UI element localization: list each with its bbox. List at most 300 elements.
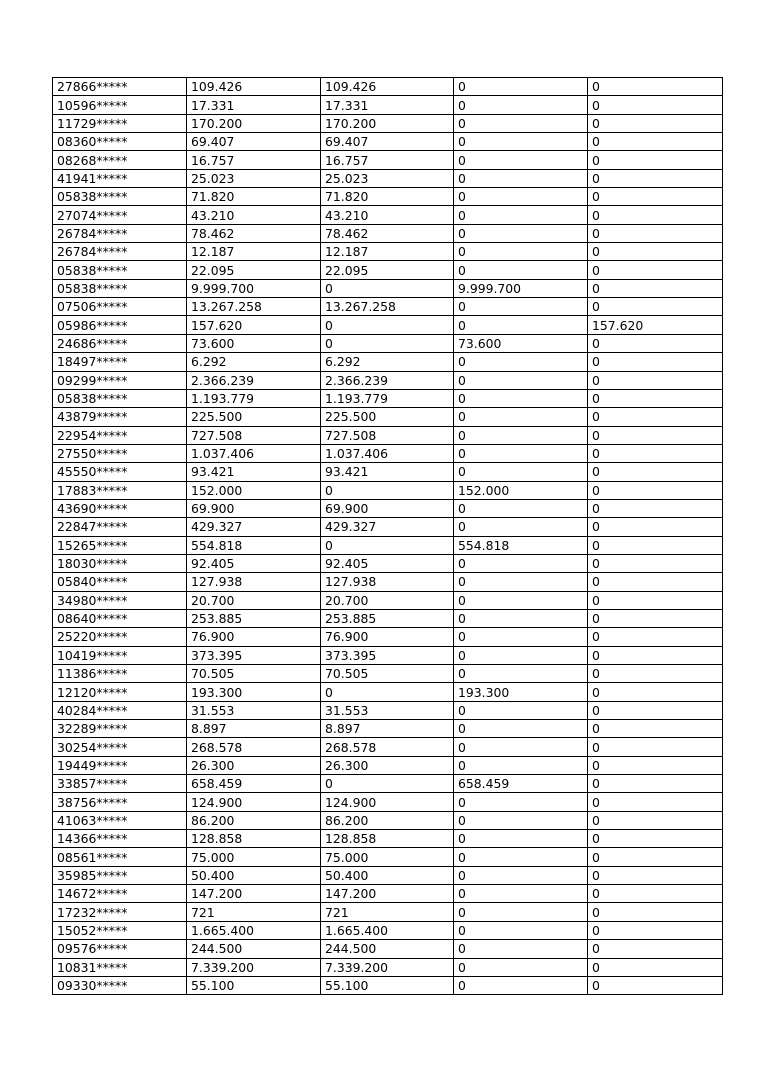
total-amount-cell: 253.885 [187, 609, 321, 627]
column-4-cell: 0 [454, 371, 588, 389]
table-row [53, 96, 723, 114]
table-row [53, 408, 723, 426]
column-4-cell: 0 [454, 793, 588, 811]
id-cell: 10596***** [53, 96, 187, 114]
column-4-cell: 0 [454, 921, 588, 939]
column-3-cell: 69.900 [321, 499, 454, 517]
column-5-cell: 0 [588, 261, 723, 279]
column-4-cell: 0 [454, 903, 588, 921]
column-5-cell: 0 [588, 554, 723, 572]
column-5-cell: 0 [588, 408, 723, 426]
table-row [53, 151, 723, 169]
column-4-cell: 0 [454, 591, 588, 609]
column-5-cell: 0 [588, 169, 723, 187]
id-cell: 17232***** [53, 903, 187, 921]
table-row [53, 940, 723, 958]
column-4-cell: 0 [454, 866, 588, 884]
column-3-cell: 0 [321, 481, 454, 499]
total-amount-cell: 76.900 [187, 628, 321, 646]
column-3-cell: 93.421 [321, 463, 454, 481]
column-3-cell: 16.757 [321, 151, 454, 169]
column-3-cell: 268.578 [321, 738, 454, 756]
column-5-cell: 0 [588, 463, 723, 481]
table-row [53, 701, 723, 719]
data-table [52, 77, 723, 995]
total-amount-cell: 69.900 [187, 499, 321, 517]
table-row [53, 683, 723, 701]
column-3-cell: 43.210 [321, 206, 454, 224]
column-5-cell: 0 [588, 279, 723, 297]
total-amount-cell: 55.100 [187, 976, 321, 994]
column-3-cell: 0 [321, 775, 454, 793]
column-4-cell: 0 [454, 976, 588, 994]
column-5-cell: 0 [588, 444, 723, 462]
column-5-cell: 0 [588, 389, 723, 407]
id-cell: 25220***** [53, 628, 187, 646]
column-5-cell: 0 [588, 701, 723, 719]
column-4-cell: 0 [454, 665, 588, 683]
column-5-cell: 0 [588, 78, 723, 96]
column-5-cell: 0 [588, 903, 723, 921]
total-amount-cell: 31.553 [187, 701, 321, 719]
total-amount-cell: 1.193.779 [187, 389, 321, 407]
id-cell: 30254***** [53, 738, 187, 756]
column-5-cell: 0 [588, 481, 723, 499]
table-row [53, 665, 723, 683]
total-amount-cell: 8.897 [187, 720, 321, 738]
column-4-cell: 0 [454, 463, 588, 481]
total-amount-cell: 429.327 [187, 518, 321, 536]
column-5-cell: 0 [588, 96, 723, 114]
column-5-cell: 0 [588, 133, 723, 151]
total-amount-cell: 50.400 [187, 866, 321, 884]
column-4-cell: 0 [454, 609, 588, 627]
column-3-cell: 225.500 [321, 408, 454, 426]
column-5-cell: 0 [588, 720, 723, 738]
total-amount-cell: 147.200 [187, 885, 321, 903]
total-amount-cell: 73.600 [187, 334, 321, 352]
table-row [53, 279, 723, 297]
column-4-cell: 9.999.700 [454, 279, 588, 297]
column-5-cell: 0 [588, 224, 723, 242]
id-cell: 43879***** [53, 408, 187, 426]
column-4-cell: 658.459 [454, 775, 588, 793]
total-amount-cell: 721 [187, 903, 321, 921]
column-3-cell: 17.331 [321, 96, 454, 114]
column-4-cell: 0 [454, 444, 588, 462]
table-row [53, 188, 723, 206]
column-3-cell: 128.858 [321, 830, 454, 848]
column-5-cell: 0 [588, 188, 723, 206]
total-amount-cell: 127.938 [187, 573, 321, 591]
column-5-cell: 0 [588, 866, 723, 884]
table-row [53, 481, 723, 499]
column-3-cell: 244.500 [321, 940, 454, 958]
id-cell: 22954***** [53, 426, 187, 444]
id-cell: 05986***** [53, 316, 187, 334]
id-cell: 05838***** [53, 261, 187, 279]
column-5-cell: 0 [588, 518, 723, 536]
total-amount-cell: 373.395 [187, 646, 321, 664]
column-3-cell: 1.037.406 [321, 444, 454, 462]
column-3-cell: 75.000 [321, 848, 454, 866]
total-amount-cell: 128.858 [187, 830, 321, 848]
total-amount-cell: 92.405 [187, 554, 321, 572]
column-5-cell: 0 [588, 426, 723, 444]
column-5-cell: 0 [588, 958, 723, 976]
column-3-cell: 13.267.258 [321, 298, 454, 316]
column-3-cell: 55.100 [321, 976, 454, 994]
id-cell: 12120***** [53, 683, 187, 701]
id-cell: 22847***** [53, 518, 187, 536]
table-row [53, 536, 723, 554]
column-5-cell: 0 [588, 206, 723, 224]
id-cell: 10831***** [53, 958, 187, 976]
table-row [53, 298, 723, 316]
column-3-cell: 0 [321, 334, 454, 352]
column-3-cell: 12.187 [321, 243, 454, 261]
id-cell: 27550***** [53, 444, 187, 462]
column-5-cell: 0 [588, 665, 723, 683]
id-cell: 41063***** [53, 811, 187, 829]
total-amount-cell: 2.366.239 [187, 371, 321, 389]
column-3-cell: 0 [321, 536, 454, 554]
table-row [53, 628, 723, 646]
id-cell: 26784***** [53, 243, 187, 261]
column-5-cell: 0 [588, 591, 723, 609]
column-4-cell: 0 [454, 169, 588, 187]
table-row [53, 334, 723, 352]
column-4-cell: 0 [454, 499, 588, 517]
column-4-cell: 0 [454, 756, 588, 774]
total-amount-cell: 71.820 [187, 188, 321, 206]
column-3-cell: 721 [321, 903, 454, 921]
column-4-cell: 0 [454, 738, 588, 756]
table-row [53, 793, 723, 811]
id-cell: 05838***** [53, 188, 187, 206]
column-3-cell: 26.300 [321, 756, 454, 774]
column-4-cell: 0 [454, 151, 588, 169]
column-5-cell: 0 [588, 334, 723, 352]
id-cell: 08640***** [53, 609, 187, 627]
column-5-cell: 0 [588, 976, 723, 994]
id-cell: 32289***** [53, 720, 187, 738]
total-amount-cell: 554.818 [187, 536, 321, 554]
column-3-cell: 22.095 [321, 261, 454, 279]
table-row [53, 573, 723, 591]
table-row [53, 885, 723, 903]
id-cell: 14366***** [53, 830, 187, 848]
table-row [53, 720, 723, 738]
column-3-cell: 2.366.239 [321, 371, 454, 389]
total-amount-cell: 16.757 [187, 151, 321, 169]
id-cell: 18497***** [53, 353, 187, 371]
column-3-cell: 71.820 [321, 188, 454, 206]
total-amount-cell: 25.023 [187, 169, 321, 187]
column-4-cell: 0 [454, 261, 588, 279]
total-amount-cell: 152.000 [187, 481, 321, 499]
table-row [53, 316, 723, 334]
column-4-cell: 0 [454, 848, 588, 866]
id-cell: 38756***** [53, 793, 187, 811]
column-4-cell: 0 [454, 408, 588, 426]
total-amount-cell: 13.267.258 [187, 298, 321, 316]
table-row [53, 921, 723, 939]
table-row [53, 554, 723, 572]
column-4-cell: 0 [454, 940, 588, 958]
id-cell: 18030***** [53, 554, 187, 572]
column-5-cell: 0 [588, 646, 723, 664]
column-5-cell: 0 [588, 573, 723, 591]
column-3-cell: 727.508 [321, 426, 454, 444]
id-cell: 45550***** [53, 463, 187, 481]
column-5-cell: 0 [588, 738, 723, 756]
column-3-cell: 78.462 [321, 224, 454, 242]
column-4-cell: 0 [454, 554, 588, 572]
table-row [53, 848, 723, 866]
table-row [53, 224, 723, 242]
table-row [53, 78, 723, 96]
column-4-cell: 73.600 [454, 334, 588, 352]
table-row [53, 499, 723, 517]
table-row [53, 958, 723, 976]
column-3-cell: 1.665.400 [321, 921, 454, 939]
id-cell: 34980***** [53, 591, 187, 609]
column-4-cell: 0 [454, 389, 588, 407]
id-cell: 43690***** [53, 499, 187, 517]
column-5-cell: 0 [588, 536, 723, 554]
table-row [53, 426, 723, 444]
id-cell: 08561***** [53, 848, 187, 866]
column-5-cell: 0 [588, 830, 723, 848]
id-cell: 09330***** [53, 976, 187, 994]
total-amount-cell: 1.665.400 [187, 921, 321, 939]
total-amount-cell: 727.508 [187, 426, 321, 444]
column-4-cell: 0 [454, 811, 588, 829]
table-row [53, 518, 723, 536]
total-amount-cell: 7.339.200 [187, 958, 321, 976]
column-5-cell: 0 [588, 371, 723, 389]
column-5-cell: 0 [588, 940, 723, 958]
column-4-cell: 0 [454, 518, 588, 536]
column-3-cell: 7.339.200 [321, 958, 454, 976]
column-3-cell: 147.200 [321, 885, 454, 903]
column-5-cell: 0 [588, 775, 723, 793]
column-5-cell: 0 [588, 848, 723, 866]
column-3-cell: 69.407 [321, 133, 454, 151]
column-3-cell: 0 [321, 316, 454, 334]
column-3-cell: 170.200 [321, 114, 454, 132]
total-amount-cell: 1.037.406 [187, 444, 321, 462]
column-5-cell: 0 [588, 151, 723, 169]
column-3-cell: 127.938 [321, 573, 454, 591]
id-cell: 15265***** [53, 536, 187, 554]
total-amount-cell: 225.500 [187, 408, 321, 426]
table-row [53, 243, 723, 261]
column-4-cell: 0 [454, 628, 588, 646]
total-amount-cell: 193.300 [187, 683, 321, 701]
total-amount-cell: 20.700 [187, 591, 321, 609]
column-3-cell: 31.553 [321, 701, 454, 719]
id-cell: 07506***** [53, 298, 187, 316]
table-row [53, 830, 723, 848]
id-cell: 33857***** [53, 775, 187, 793]
total-amount-cell: 86.200 [187, 811, 321, 829]
column-3-cell: 1.193.779 [321, 389, 454, 407]
column-3-cell: 20.700 [321, 591, 454, 609]
table-row [53, 866, 723, 884]
id-cell: 27074***** [53, 206, 187, 224]
column-3-cell: 50.400 [321, 866, 454, 884]
table-row [53, 114, 723, 132]
column-4-cell: 0 [454, 573, 588, 591]
column-4-cell: 0 [454, 188, 588, 206]
table-row [53, 371, 723, 389]
id-cell: 05838***** [53, 389, 187, 407]
column-4-cell: 554.818 [454, 536, 588, 554]
column-4-cell: 0 [454, 243, 588, 261]
column-4-cell: 0 [454, 298, 588, 316]
column-5-cell: 0 [588, 353, 723, 371]
column-4-cell: 0 [454, 96, 588, 114]
total-amount-cell: 268.578 [187, 738, 321, 756]
table-row [53, 389, 723, 407]
total-amount-cell: 244.500 [187, 940, 321, 958]
column-4-cell: 152.000 [454, 481, 588, 499]
id-cell: 14672***** [53, 885, 187, 903]
table-row [53, 591, 723, 609]
column-3-cell: 92.405 [321, 554, 454, 572]
table-row [53, 353, 723, 371]
column-4-cell: 0 [454, 316, 588, 334]
column-3-cell: 86.200 [321, 811, 454, 829]
column-5-cell: 0 [588, 243, 723, 261]
column-4-cell: 0 [454, 958, 588, 976]
id-cell: 24686***** [53, 334, 187, 352]
column-4-cell: 0 [454, 701, 588, 719]
column-4-cell: 0 [454, 224, 588, 242]
id-cell: 08268***** [53, 151, 187, 169]
column-3-cell: 0 [321, 279, 454, 297]
column-4-cell: 0 [454, 646, 588, 664]
table-row [53, 609, 723, 627]
total-amount-cell: 109.426 [187, 78, 321, 96]
column-4-cell: 0 [454, 78, 588, 96]
id-cell: 17883***** [53, 481, 187, 499]
table-row [53, 976, 723, 994]
id-cell: 26784***** [53, 224, 187, 242]
table-body [53, 78, 723, 995]
column-5-cell: 0 [588, 885, 723, 903]
column-4-cell: 0 [454, 426, 588, 444]
table-row [53, 444, 723, 462]
table-row [53, 756, 723, 774]
column-3-cell: 76.900 [321, 628, 454, 646]
id-cell: 09576***** [53, 940, 187, 958]
column-5-cell: 0 [588, 921, 723, 939]
column-3-cell: 6.292 [321, 353, 454, 371]
id-cell: 41941***** [53, 169, 187, 187]
total-amount-cell: 124.900 [187, 793, 321, 811]
id-cell: 05838***** [53, 279, 187, 297]
id-cell: 08360***** [53, 133, 187, 151]
id-cell: 35985***** [53, 866, 187, 884]
column-4-cell: 0 [454, 353, 588, 371]
id-cell: 15052***** [53, 921, 187, 939]
column-3-cell: 109.426 [321, 78, 454, 96]
table-row [53, 775, 723, 793]
column-5-cell: 0 [588, 628, 723, 646]
column-3-cell: 429.327 [321, 518, 454, 536]
table-row [53, 206, 723, 224]
total-amount-cell: 157.620 [187, 316, 321, 334]
total-amount-cell: 22.095 [187, 261, 321, 279]
id-cell: 19449***** [53, 756, 187, 774]
table-row [53, 738, 723, 756]
id-cell: 11729***** [53, 114, 187, 132]
total-amount-cell: 75.000 [187, 848, 321, 866]
total-amount-cell: 12.187 [187, 243, 321, 261]
id-cell: 27866***** [53, 78, 187, 96]
column-3-cell: 253.885 [321, 609, 454, 627]
id-cell: 10419***** [53, 646, 187, 664]
column-5-cell: 0 [588, 609, 723, 627]
column-4-cell: 0 [454, 830, 588, 848]
column-5-cell: 0 [588, 499, 723, 517]
total-amount-cell: 17.331 [187, 96, 321, 114]
column-5-cell: 0 [588, 756, 723, 774]
column-3-cell: 0 [321, 683, 454, 701]
table-row [53, 133, 723, 151]
table-row [53, 903, 723, 921]
column-4-cell: 0 [454, 114, 588, 132]
total-amount-cell: 26.300 [187, 756, 321, 774]
column-3-cell: 124.900 [321, 793, 454, 811]
column-4-cell: 0 [454, 133, 588, 151]
id-cell: 09299***** [53, 371, 187, 389]
total-amount-cell: 70.505 [187, 665, 321, 683]
total-amount-cell: 93.421 [187, 463, 321, 481]
column-4-cell: 193.300 [454, 683, 588, 701]
table-row [53, 811, 723, 829]
total-amount-cell: 78.462 [187, 224, 321, 242]
total-amount-cell: 6.292 [187, 353, 321, 371]
column-5-cell: 0 [588, 298, 723, 316]
column-3-cell: 25.023 [321, 169, 454, 187]
column-5-cell: 157.620 [588, 316, 723, 334]
id-cell: 05840***** [53, 573, 187, 591]
column-4-cell: 0 [454, 206, 588, 224]
column-4-cell: 0 [454, 720, 588, 738]
column-3-cell: 70.505 [321, 665, 454, 683]
column-3-cell: 373.395 [321, 646, 454, 664]
total-amount-cell: 658.459 [187, 775, 321, 793]
id-cell: 40284***** [53, 701, 187, 719]
total-amount-cell: 9.999.700 [187, 279, 321, 297]
table-row [53, 463, 723, 481]
total-amount-cell: 43.210 [187, 206, 321, 224]
column-5-cell: 0 [588, 811, 723, 829]
total-amount-cell: 69.407 [187, 133, 321, 151]
column-3-cell: 8.897 [321, 720, 454, 738]
table-row [53, 261, 723, 279]
table-row [53, 169, 723, 187]
column-5-cell: 0 [588, 683, 723, 701]
total-amount-cell: 170.200 [187, 114, 321, 132]
column-5-cell: 0 [588, 114, 723, 132]
column-4-cell: 0 [454, 885, 588, 903]
table-row [53, 646, 723, 664]
